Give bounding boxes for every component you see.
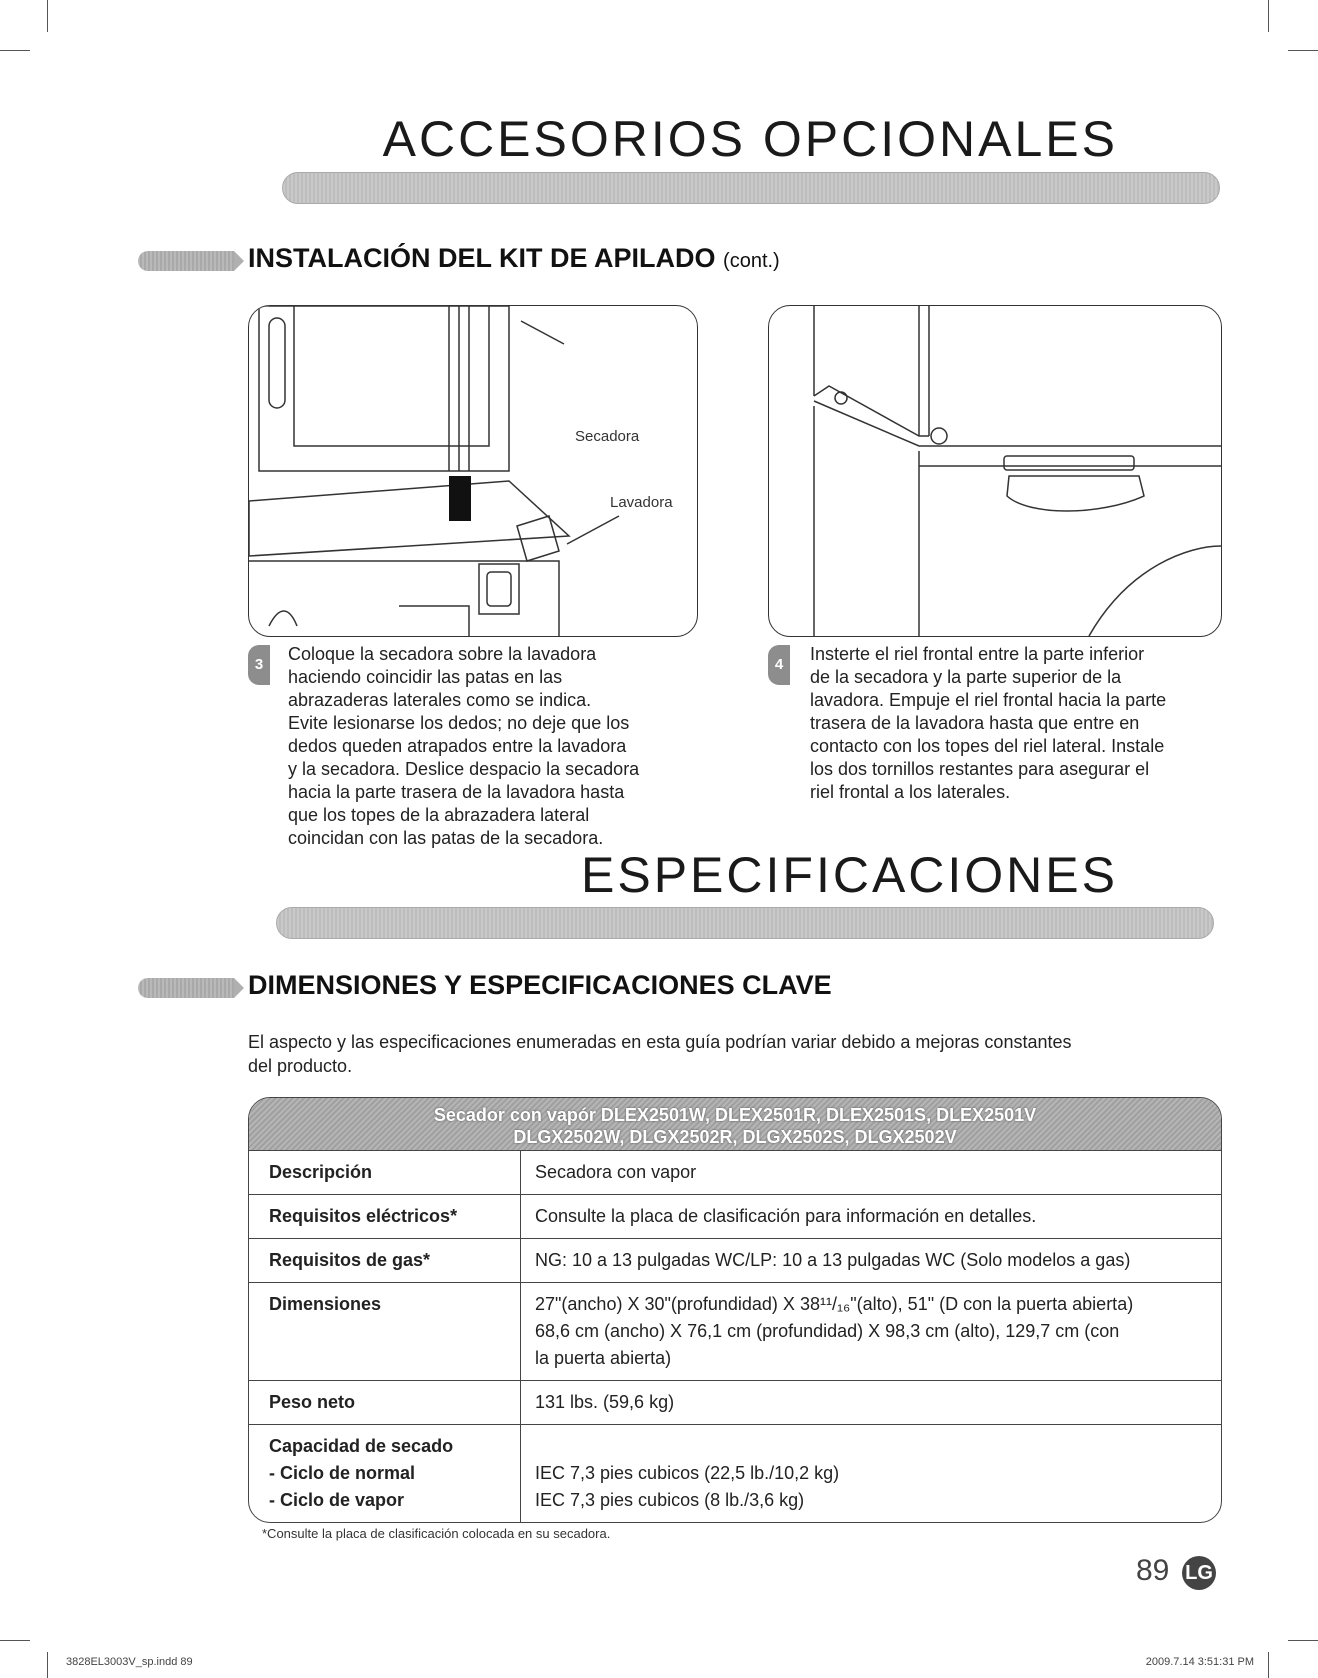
intro-line: del producto. (248, 1056, 353, 1076)
step-4-line: de la secadora y la parte superior de la (810, 667, 1122, 687)
step-4-line: Insterte el riel frontal entre la parte inferior (810, 644, 1145, 664)
capacity-normal-value: IEC 7,3 pies cubicos (22,5 lb./10,2 kg) (535, 1463, 840, 1483)
row-label-dimensions: Dimensiones (249, 1283, 521, 1380)
capacity-normal-label: - Ciclo de normal (269, 1463, 416, 1483)
section-title-cont: (cont.) (723, 250, 780, 272)
capacity-steam-value: IEC 7,3 pies cubicos (8 lb./3,6 kg) (535, 1490, 805, 1510)
title-bar (276, 907, 1214, 939)
row-value-electrical: Consulte la placa de clasificación para información en detalles. (535, 1206, 1037, 1226)
table-row (249, 1194, 1221, 1238)
lg-logo-icon: LG (1182, 1556, 1216, 1590)
row-value-capacity (521, 1425, 1221, 1522)
step-number-4: 4 (768, 645, 790, 685)
step-4-text (810, 643, 1166, 804)
spec-table (248, 1097, 1222, 1523)
model-line-2: DLGX2502W, DLGX2502R, DLGX2502S, DLGX2502V (513, 1127, 957, 1147)
dimensions-line: 27"(ancho) X 30"(profundidad) X 38¹¹/₁₆"(alto), 51" (D con la puerta abierta) (535, 1294, 1134, 1314)
step-3-line: abrazaderas laterales como se indica. (288, 690, 592, 710)
row-value-dimensions (521, 1283, 1221, 1380)
callout-dryer: Secadora (575, 428, 640, 445)
crop-mark (47, 1652, 48, 1678)
section-title-key-specs: DIMENSIONES Y ESPECIFICACIONES CLAVE (248, 970, 832, 1000)
section-title-text: INSTALACIÓN DEL KIT DE APILADO (248, 243, 716, 273)
step-4-line: riel frontal a los laterales. (810, 782, 1011, 802)
step-3-text (288, 643, 639, 850)
capacity-label: Capacidad de secado (269, 1436, 454, 1456)
file-slug: 3828EL3003V_sp.indd 89 (66, 1656, 193, 1668)
dimensions-line: 68,6 cm (ancho) X 76,1 cm (profundidad) X 98,3 cm (alto), 129,7 cm (con (535, 1321, 1120, 1341)
crop-mark (1268, 0, 1269, 32)
step-3-line: que los topes de la abrazadera lateral (288, 805, 590, 825)
crop-mark (1268, 1652, 1269, 1678)
row-label-electrical: Requisitos eléctricos* (249, 1195, 521, 1238)
front-rail-illustration (769, 306, 1221, 636)
row-value-gas: NG: 10 a 13 pulgadas WC/LP: 10 a 13 pulgadas WC (Solo modelos a gas) (535, 1250, 1131, 1270)
step-3-line: Evite lesionarse los dedos; no deje que los (288, 713, 630, 733)
crop-mark (47, 0, 48, 32)
step-3-line: dedos queden atrapados entre la lavadora (288, 736, 627, 756)
row-label-capacity (249, 1425, 521, 1522)
table-row (249, 1424, 1221, 1522)
row-label-weight: Peso neto (249, 1381, 521, 1424)
crop-mark (0, 1640, 30, 1641)
crop-mark (1288, 1640, 1318, 1641)
dimensions-line: la puerta abierta) (535, 1348, 672, 1368)
step-3-line: hacia la parte trasera de la lavadora hasta (288, 782, 625, 802)
step-3-line: coincidan con las patas de la secadora. (288, 828, 604, 848)
model-line-1: Secador con vapór DLEX2501W, DLEX2501R, DLEX2501S, DLEX2501V (433, 1105, 1037, 1125)
step-3-line: y la secadora. Deslice despacio la secadora (288, 759, 640, 779)
step-4-line: los dos tornillos restantes para asegurar el (810, 759, 1150, 779)
capacity-spacer (535, 1433, 1221, 1460)
step-4-line: trasera de la lavadora hasta que entre en (810, 713, 1140, 733)
step-number-3: 3 (248, 645, 270, 685)
capacity-steam-label: - Ciclo de vapor (269, 1490, 405, 1510)
section-marker (138, 251, 234, 271)
spec-intro (248, 1030, 1071, 1078)
table-row (249, 1380, 1221, 1424)
row-value-weight: 131 lbs. (59,6 kg) (535, 1392, 675, 1412)
illustration-step-3 (248, 305, 698, 637)
section-title-stacking-kit (248, 243, 780, 274)
step-4-line: contacto con los topes del riel lateral. Instale (810, 736, 1165, 756)
step-3-line: haciendo coincidir las patas en las (288, 667, 563, 687)
row-label-gas: Requisitos de gas* (249, 1239, 521, 1282)
footnote: *Consulte la placa de clasificación colocada en su secadora. (262, 1526, 611, 1541)
table-row (249, 1238, 1221, 1282)
row-value-description: Secadora con vapor (535, 1162, 697, 1182)
illustration-step-4 (768, 305, 1222, 637)
page-title-accessories: ACCESORIOS OPCIONALES (382, 111, 1118, 167)
table-row (249, 1150, 1221, 1194)
row-label-description: Descripción (249, 1151, 521, 1194)
title-bar (282, 172, 1220, 204)
spec-table-header (249, 1098, 1221, 1150)
crop-mark (1288, 50, 1318, 51)
intro-line: El aspecto y las especificaciones enumeradas en esta guía podrían variar debido a mejoras constantes (248, 1032, 1072, 1052)
step-4-line: lavadora. Empuje el riel frontal hacia la parte (810, 690, 1167, 710)
dryer-on-washer-illustration (249, 306, 697, 636)
callout-washer: Lavadora (610, 494, 673, 511)
page-title-specifications: ESPECIFICACIONES (581, 847, 1118, 903)
table-row (249, 1282, 1221, 1380)
section-marker (138, 978, 234, 998)
step-3-line: Coloque la secadora sobre la lavadora (288, 644, 597, 664)
page-number: 89 (1136, 1554, 1170, 1587)
crop-mark (0, 50, 30, 51)
date-slug: 2009.7.14 3:51:31 PM (1145, 1656, 1254, 1668)
